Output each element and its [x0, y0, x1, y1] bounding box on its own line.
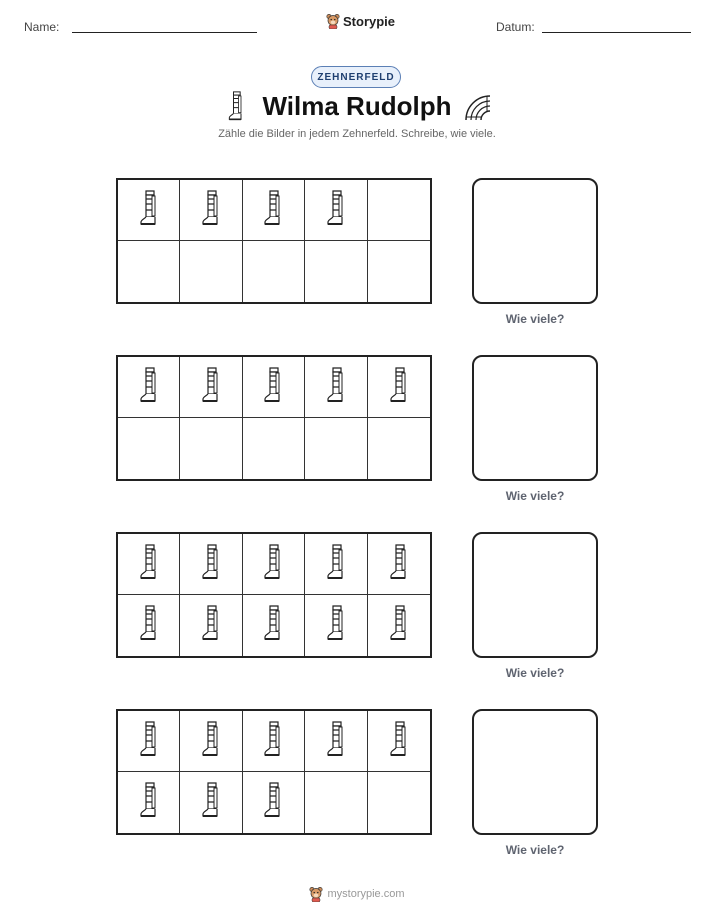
leg-brace-icon	[137, 366, 161, 409]
ten-frame-cell	[368, 241, 430, 302]
name-line[interactable]	[72, 32, 257, 33]
ten-frame-cell	[118, 595, 180, 656]
ten-frame-cell	[305, 534, 367, 595]
ten-frame-cell	[118, 180, 180, 241]
ten-frame-cell	[368, 357, 430, 418]
ten-frame-1	[116, 178, 432, 304]
ten-frame-cell	[243, 241, 305, 302]
ten-frame-cell	[243, 357, 305, 418]
ten-frame-cell	[243, 534, 305, 595]
answer-box-3[interactable]	[472, 532, 598, 658]
leg-brace-icon	[137, 604, 161, 647]
ten-frame-cell	[180, 772, 242, 833]
ten-frame-cell	[118, 534, 180, 595]
ten-frame-cell	[180, 595, 242, 656]
leg-brace-icon	[137, 543, 161, 586]
date-label: Datum:	[496, 20, 535, 34]
leg-brace-icon	[261, 781, 285, 824]
answer-box-2[interactable]	[472, 355, 598, 481]
leg-brace-icon	[199, 781, 223, 824]
ten-frame-cell	[180, 418, 242, 479]
ten-frame-cell	[368, 772, 430, 833]
ten-frame-cell	[180, 180, 242, 241]
ten-frame-cell	[118, 772, 180, 833]
leg-brace-icon	[137, 720, 161, 763]
leg-brace-icon	[387, 720, 411, 763]
leg-brace-icon	[261, 604, 285, 647]
running-track-icon	[462, 92, 492, 122]
footer-url: mystorypie.com	[327, 888, 405, 900]
ten-frame-cell	[118, 241, 180, 302]
brand-name: Storypie	[343, 13, 396, 29]
storypie-logo	[326, 13, 395, 29]
leg-brace-icon	[324, 189, 348, 232]
name-label: Name:	[24, 20, 60, 34]
ten-frame-cell	[305, 772, 367, 833]
leg-brace-icon	[324, 543, 348, 586]
ten-frame-cell	[305, 595, 367, 656]
leg-brace-icon	[387, 543, 411, 586]
ten-frame-cell	[180, 357, 242, 418]
ten-frame-cell	[305, 241, 367, 302]
ten-frame-cell	[180, 241, 242, 302]
ten-frame-cell	[305, 418, 367, 479]
ten-frame-cell	[243, 595, 305, 656]
leg-brace-icon	[199, 189, 223, 232]
leg-brace-icon	[137, 781, 161, 824]
leg-brace-icon	[387, 366, 411, 409]
ten-frame-2	[116, 355, 432, 481]
ten-frame-cell	[368, 534, 430, 595]
leg-brace-icon	[199, 604, 223, 647]
footer	[0, 886, 714, 902]
answer-box-4[interactable]	[472, 709, 598, 835]
ten-frame-3	[116, 532, 432, 658]
leg-brace-icon	[199, 720, 223, 763]
leg-brace-icon	[137, 189, 161, 232]
ten-frame-cell	[305, 711, 367, 772]
ten-frame-cell	[243, 711, 305, 772]
ten-frame-cell	[368, 595, 430, 656]
ten-frame-4	[116, 709, 432, 835]
bear-mascot-icon	[309, 886, 323, 902]
leg-brace-icon	[199, 366, 223, 409]
answer-label-3: Wie viele?	[505, 666, 565, 680]
answer-box-1[interactable]	[472, 178, 598, 304]
answer-label-1: Wie viele?	[505, 312, 565, 326]
answer-label-4: Wie viele?	[505, 843, 565, 857]
bear-mascot-icon	[326, 13, 340, 29]
ten-frame-cell	[368, 711, 430, 772]
page-title: Wilma Rudolph	[262, 91, 452, 121]
ten-frame-cell	[118, 357, 180, 418]
ten-frame-cell	[305, 180, 367, 241]
leg-brace-icon	[324, 366, 348, 409]
leg-brace-icon	[261, 366, 285, 409]
ten-frame-cell	[118, 711, 180, 772]
ten-frame-cell	[180, 711, 242, 772]
leg-brace-icon	[261, 543, 285, 586]
ten-frame-cell	[243, 772, 305, 833]
ten-frame-cell	[243, 418, 305, 479]
leg-brace-icon	[261, 189, 285, 232]
leg-brace-icon	[324, 720, 348, 763]
ten-frame-cell	[180, 534, 242, 595]
leg-brace-icon	[324, 604, 348, 647]
instructions: Zähle die Bilder in jedem Zehnerfeld. Schreibe, wie viele.	[218, 128, 496, 140]
ten-frame-cell	[368, 180, 430, 241]
ten-frame-cell	[118, 418, 180, 479]
answer-label-2: Wie viele?	[505, 489, 565, 503]
leg-brace-icon	[199, 543, 223, 586]
worksheet-type-badge: ZEHNERFELD	[311, 66, 401, 88]
ten-frame-cell	[243, 180, 305, 241]
leg-brace-icon	[261, 720, 285, 763]
ten-frame-cell	[305, 357, 367, 418]
leg-brace-icon	[387, 604, 411, 647]
ten-frame-cell	[368, 418, 430, 479]
date-line[interactable]	[542, 32, 691, 33]
